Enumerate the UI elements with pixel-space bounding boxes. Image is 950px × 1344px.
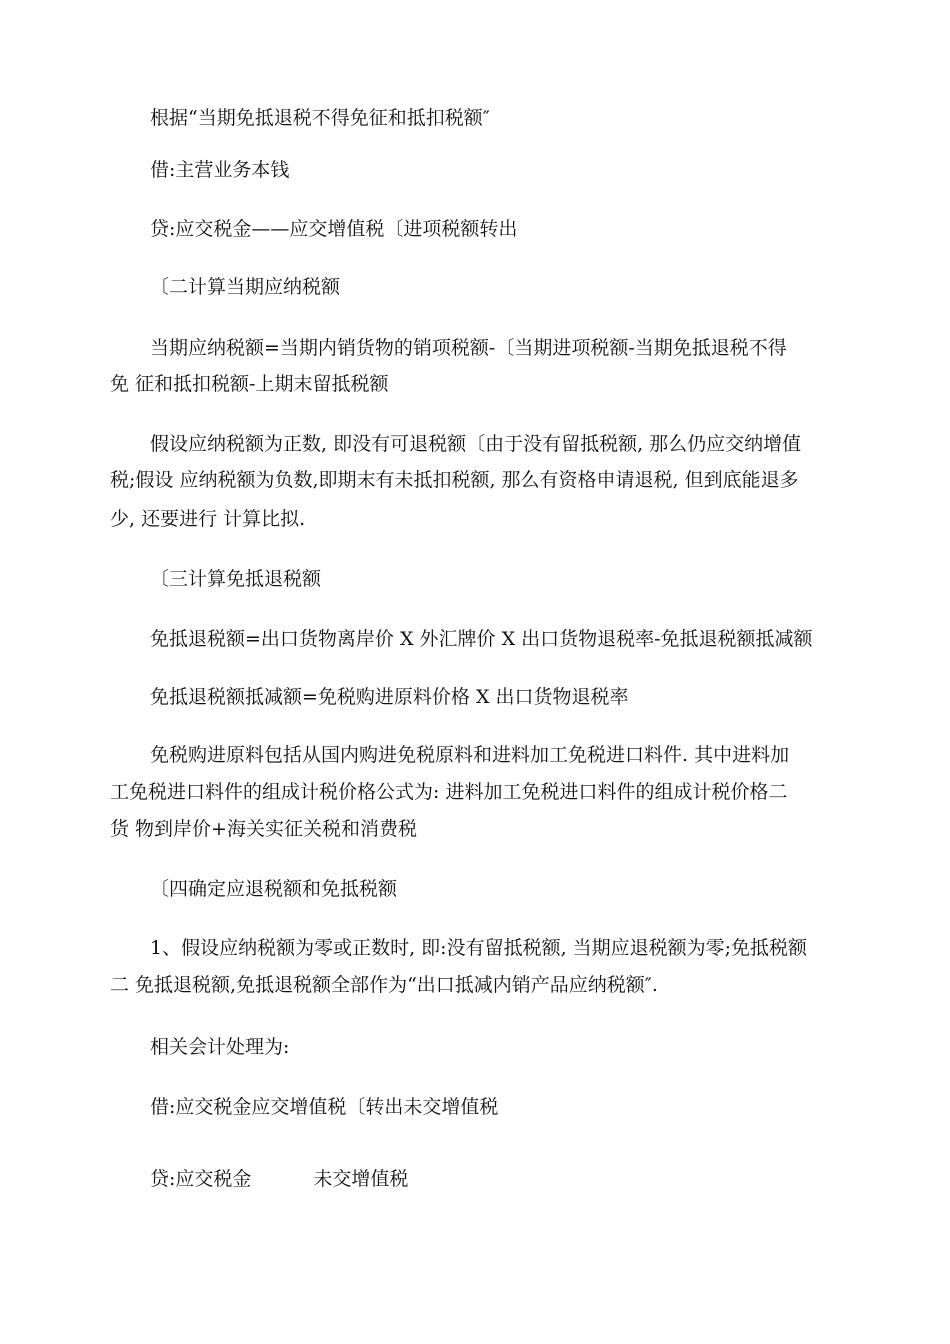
journal-entry-credit <box>110 1162 850 1196</box>
paragraph-line: 1、假设应纳税额为零或正数时, 即:没有留抵税额, 当期应退税额为零;免抵税额 <box>150 937 808 959</box>
journal-entry-debit: 借:主营业务本钱 <box>150 159 290 181</box>
paragraph-line: 免 征和抵扣税额-上期末留抵税额 <box>110 373 389 395</box>
paragraph-line: 免税购进原料包括从国内购进免税原料和进料加工免税进口料件. 其中进料加 <box>150 744 790 766</box>
section-heading: 〔三计算免抵退税额 <box>150 568 322 590</box>
credit-subaccount: 未交增值税 <box>313 1168 409 1190</box>
section-heading: 〔四确定应退税额和免抵税额 <box>150 878 398 900</box>
paragraph-line: 二 免抵退税额,免抵退税额全部作为“出口抵减内销产品应纳税额″. <box>110 974 658 996</box>
journal-entry-debit: 借:应交税金应交增值税〔转出未交增值税 <box>150 1096 499 1118</box>
paragraph-text: 相关会计处理为: <box>150 1036 290 1058</box>
paragraph-line: 假设应纳税额为正数, 即没有可退税额〔由于没有留抵税额, 那么仍应交纳增值 <box>150 433 802 455</box>
paragraph-line: 少, 还要进行 计算比拟. <box>110 508 306 530</box>
paragraph-line: 当期应纳税额=当期内销货物的销项税额-〔当期进项税额-当期免抵退税不得 <box>150 337 787 359</box>
formula-text: 免抵退税额抵减额=免税购进原料价格 X 出口货物退税率 <box>150 686 629 708</box>
credit-account: 贷:应交税金 <box>150 1168 252 1190</box>
paragraph-line: 货 物到岸价+海关实征关税和消费税 <box>110 818 417 840</box>
paragraph-line: 税;假设 应纳税额为负数,即期末有未抵扣税额, 那么有资格申请退税, 但到底能退多 <box>110 469 799 491</box>
paragraph-line: 工免税进口料件的组成计税价格公式为: 进料加工免税进口料件的组成计税价格二 <box>110 781 788 803</box>
paragraph-text: 根据“当期免抵退税不得免征和抵扣税额″ <box>150 107 490 129</box>
section-heading: 〔二计算当期应纳税额 <box>150 276 341 298</box>
journal-entry-credit: 贷:应交税金——应交增值税〔进项税额转出 <box>150 218 518 240</box>
formula-text: 免抵退税额=出口货物离岸价 X 外汇牌价 X 出口货物退税率-免抵退税额抵减额 <box>150 628 813 650</box>
